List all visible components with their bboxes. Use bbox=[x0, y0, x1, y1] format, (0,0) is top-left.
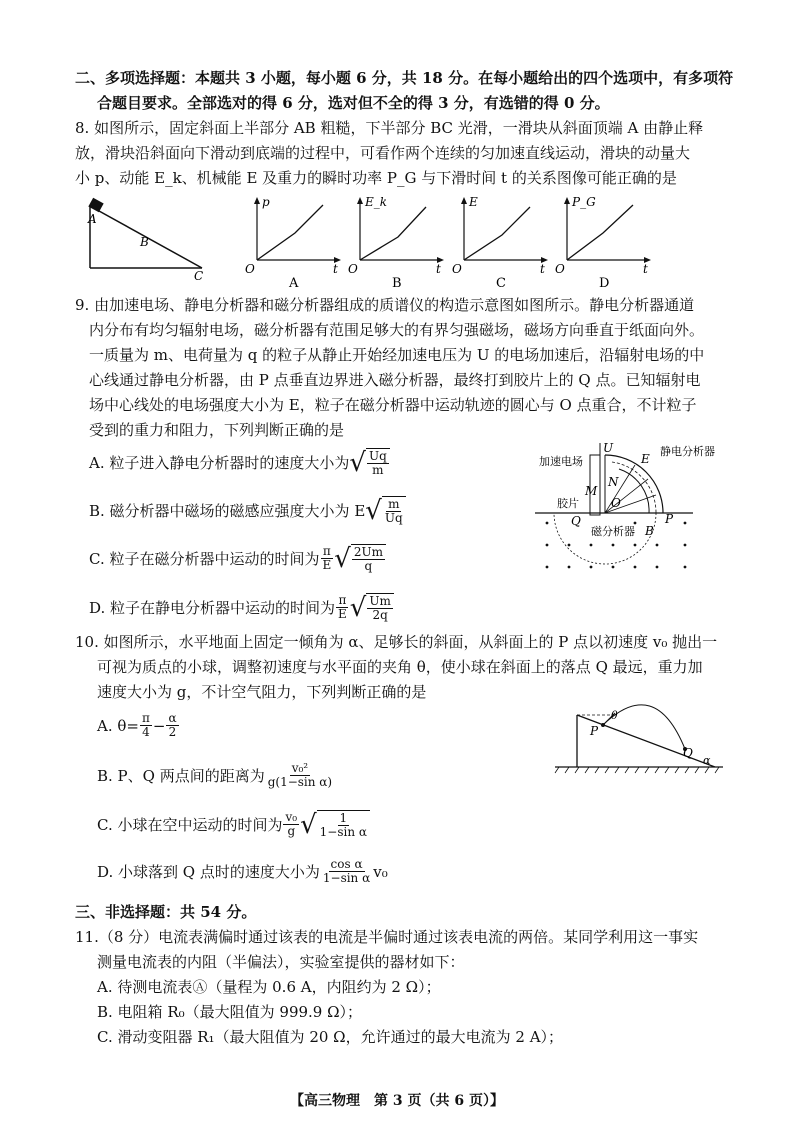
ylabel: p bbox=[262, 195, 270, 209]
label-P: P bbox=[665, 512, 674, 526]
numerator: π bbox=[338, 593, 347, 607]
ground-hatch bbox=[555, 767, 719, 773]
q11-item-C: C. 滑动变阻器 R₁（最大阻值为 20 Ω，允许通过的最大电流为 2 A）； bbox=[97, 1028, 564, 1046]
denominator: q bbox=[364, 559, 373, 573]
origin: O bbox=[452, 262, 462, 276]
ylabel: E_k bbox=[365, 195, 388, 209]
q11-line1: 11.（8 分）电流表满偏时通过该表的电流是半偏时通过该表电流的两倍。某同学利用这一事实 bbox=[75, 928, 699, 946]
denominator: g(1−sin α) bbox=[267, 775, 333, 789]
label-Q: Q bbox=[571, 514, 581, 528]
curve bbox=[257, 205, 323, 260]
sqrt: √ $\frac{m}{Uq}$ bbox=[365, 496, 405, 525]
curve bbox=[360, 207, 426, 260]
q11-item-A: A. 待测电流表Ⓐ（量程为 0.6 A，内阻约为 2 Ω）； bbox=[97, 978, 441, 996]
option-text: A. θ= bbox=[97, 716, 139, 735]
magnetic-label: 磁分析器 bbox=[591, 525, 635, 538]
label-alpha: α bbox=[703, 754, 711, 767]
sqrt: √ $\frac{Uq}{m}$ bbox=[349, 448, 389, 477]
xlabel: t bbox=[540, 262, 545, 276]
numerator: v₀² bbox=[291, 761, 309, 775]
option-label: A bbox=[289, 276, 299, 291]
xlabel: t bbox=[436, 262, 441, 276]
q9-line5: 场中心线处的电场强度大小为 E，粒子在磁分析器中运动轨迹的圆心与 O 点重合，不计粒子 bbox=[89, 396, 697, 414]
numerator: Um bbox=[369, 594, 391, 608]
label-O: O bbox=[611, 496, 621, 510]
label-Q: Q bbox=[683, 746, 693, 760]
ylabel: E bbox=[469, 195, 478, 209]
q10-line2: 可视为质点的小球，调整初速度与水平面的夹角 θ，使小球在斜面上的落点 Q 最远，重力加 bbox=[97, 658, 703, 676]
q9-line3: 一质量为 m、电荷量为 q 的粒子从静止开始经加速电压为 U 的电场加速后，沿辐射电场的中 bbox=[89, 346, 705, 364]
denominator: m bbox=[372, 463, 384, 477]
numerator: v₀ bbox=[285, 810, 298, 824]
q9-option-D bbox=[89, 593, 394, 622]
option-label: C bbox=[496, 276, 506, 291]
minus-sign: − bbox=[152, 716, 166, 735]
q8-graph-A bbox=[245, 195, 345, 290]
option-text: B. P、Q 两点间的距离为 bbox=[97, 767, 265, 785]
q9-option-B bbox=[89, 496, 406, 525]
label-E: E bbox=[641, 452, 650, 466]
denominator: g bbox=[287, 824, 296, 838]
q8-graph-B bbox=[348, 195, 448, 290]
q8-line3: 小 p、动能 E_k、机械能 E 及重力的瞬时功率 P_G 与下滑时间 t 的关系图像可能正确的是 bbox=[75, 169, 677, 187]
slope bbox=[577, 715, 715, 767]
q8-incline-diagram bbox=[80, 198, 220, 283]
q10-option-A bbox=[97, 712, 180, 739]
section2-heading-line1: 二、多项选择题：本题共 3 小题，每小题 6 分，共 18 分。在每小题给出的四个选项中，有多项符 bbox=[75, 69, 734, 87]
denominator: 1−sin α bbox=[319, 825, 367, 839]
label-A: A bbox=[88, 212, 97, 226]
denominator: E bbox=[322, 558, 332, 572]
label-N: N bbox=[608, 475, 619, 489]
section3-heading: 三、非选择题：共 54 分。 bbox=[75, 903, 257, 921]
numerator: 1 bbox=[339, 811, 348, 825]
origin: O bbox=[555, 262, 565, 276]
curve bbox=[464, 207, 530, 260]
q9-line4: 心线通过静电分析器，由 P 点垂直边界进入磁分析器，最终打到胶片上的 Q 点。已知辐射电 bbox=[89, 371, 701, 389]
label-P: P bbox=[590, 724, 599, 738]
numerator: m bbox=[388, 497, 400, 511]
option-label: B bbox=[392, 276, 402, 291]
sqrt: √ $\frac{1}{\text{1−sin α}}$ bbox=[300, 810, 370, 839]
film-label: 胶片 bbox=[557, 497, 579, 510]
denominator: 1−sin α bbox=[322, 871, 371, 885]
q8-graph-C bbox=[452, 195, 552, 290]
option-text: A. 粒子进入静电分析器时的速度大小为 bbox=[89, 454, 350, 472]
numerator: α bbox=[168, 711, 177, 725]
denominator: 2q bbox=[372, 608, 388, 622]
q9-line6: 受到的重力和阻力，下列判断正确的是 bbox=[89, 421, 345, 439]
label-C: C bbox=[194, 269, 204, 283]
numerator: cos α bbox=[330, 857, 363, 871]
option-text: D. 粒子在静电分析器中运动的时间为 bbox=[89, 599, 336, 617]
q9-mass-spectrometer-diagram bbox=[535, 437, 735, 577]
label-M: M bbox=[585, 484, 598, 498]
denominator: E bbox=[338, 607, 347, 621]
sqrt: √ $\frac{Um}{2q}$ bbox=[350, 593, 394, 622]
curve bbox=[567, 205, 633, 260]
label-B: B bbox=[645, 524, 654, 538]
electro-label: 静电分析器 bbox=[660, 445, 715, 458]
q9-line2: 内分布有均匀辐射电场，磁分析器有范围足够大的有界匀强磁场，磁场方向垂直于纸面向外。 bbox=[89, 321, 705, 339]
option-text: C. 小球在空中运动的时间为 bbox=[97, 816, 283, 834]
q8-line2: 放，滑块沿斜面向下滑动到底端的过程中，可看作两个连续的匀加速直线运动，滑块的动量大 bbox=[75, 144, 691, 162]
numerator: π bbox=[322, 544, 331, 558]
v0-symbol: v₀ bbox=[373, 862, 388, 881]
origin: O bbox=[348, 262, 358, 276]
q10-option-B bbox=[97, 762, 335, 789]
numerator: Uq bbox=[368, 449, 387, 463]
xlabel: t bbox=[333, 262, 338, 276]
q10-line3: 速度大小为 g，不计空气阻力，下列判断正确的是 bbox=[97, 683, 427, 701]
q10-line1: 10. 如图所示，水平地面上固定一倾角为 α、足够长的斜面，从斜面上的 P 点以初速度 v₀ 抛出一 bbox=[75, 633, 718, 651]
xlabel: t bbox=[643, 262, 648, 276]
denominator: 2 bbox=[168, 725, 177, 739]
option-text: C. 粒子在磁分析器中运动的时间为 bbox=[89, 550, 320, 568]
option-label: D bbox=[599, 276, 610, 291]
q8-graph-D bbox=[555, 195, 655, 290]
denominator: Uq bbox=[384, 511, 403, 525]
q10-option-C bbox=[97, 810, 370, 839]
ylabel: P_G bbox=[572, 195, 596, 209]
origin: O bbox=[245, 262, 255, 276]
q9-line1: 9. 由加速电场、静电分析器和磁分析器组成的质谱仪的构造示意图如图所示。静电分析器通道 bbox=[75, 296, 695, 314]
q11-item-B: B. 电阻箱 R₀（最大阻值为 999.9 Ω）； bbox=[97, 1003, 363, 1021]
label-B: B bbox=[140, 235, 149, 249]
accel-label: 加速电场 bbox=[539, 455, 583, 468]
section2-heading-line2: 合题目要求。全部选对的得 6 分，选对但不全的得 3 分，有选错的得 0 分。 bbox=[97, 94, 610, 112]
label-U: U bbox=[603, 441, 614, 455]
numerator: π bbox=[141, 711, 150, 725]
q9-option-C bbox=[89, 544, 386, 573]
denominator: 4 bbox=[142, 725, 150, 739]
q8-line1: 8. 如图所示，固定斜面上半部分 AB 粗糙，下半部分 BC 光滑，一滑块从斜面顶端 A 由静止释 bbox=[75, 119, 704, 137]
option-text: B. 磁分析器中磁场的磁感应强度大小为 E bbox=[89, 502, 366, 520]
page-footer: 【高三物理 第 3 页（共 6 页）】 bbox=[290, 1093, 504, 1109]
q9-option-A bbox=[89, 448, 390, 477]
sqrt: √ $\frac{2Um}{q}$ bbox=[334, 544, 386, 573]
numerator: 2Um bbox=[353, 545, 383, 559]
label-theta: θ bbox=[611, 709, 618, 722]
q10-projectile-diagram bbox=[555, 705, 735, 780]
q11-line2: 测量电流表的内阻（半偏法），实验室提供的器材如下： bbox=[97, 953, 465, 971]
option-text: D. 小球落到 Q 点时的速度大小为 bbox=[97, 863, 320, 881]
q10-option-D bbox=[97, 858, 388, 885]
